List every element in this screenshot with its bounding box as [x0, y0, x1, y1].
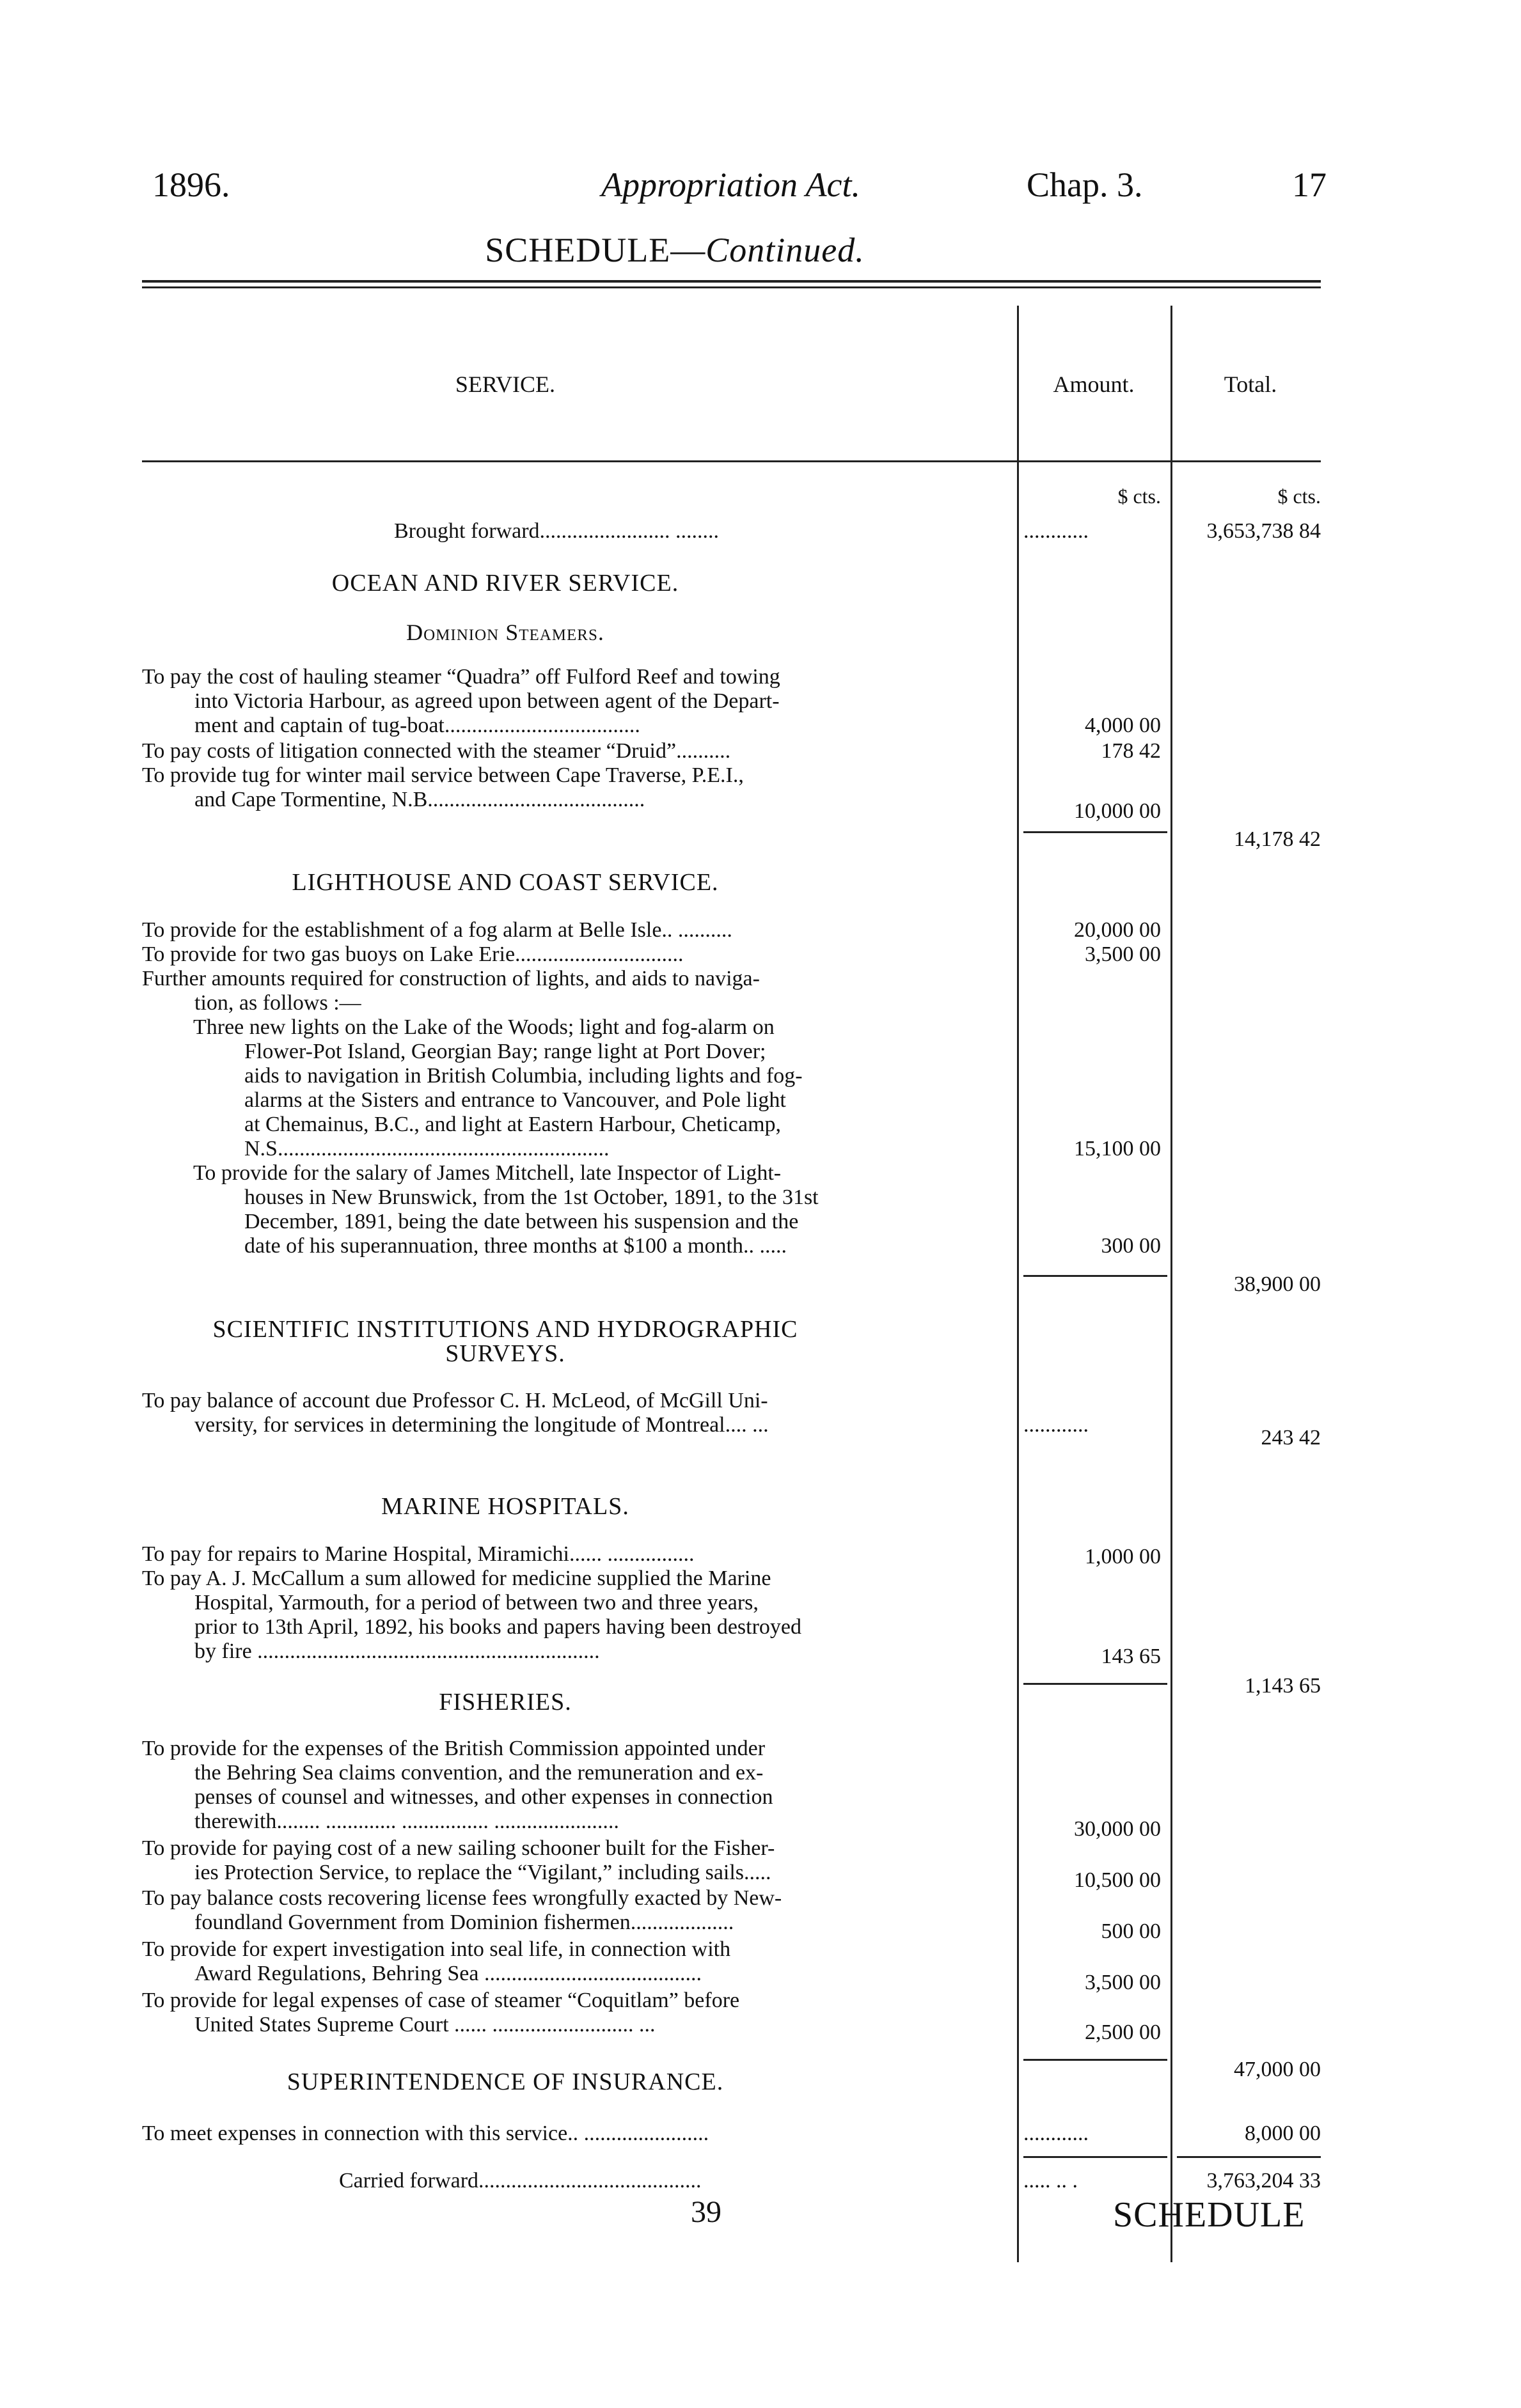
section-total-insurance: 8,000 00	[1245, 2122, 1321, 2145]
header-act-title: Appropriation Act.	[601, 166, 860, 204]
item-line: To provide for paying cost of a new sailing schooner built for the Fisher-	[142, 1836, 775, 1860]
page-title	[0, 230, 1350, 270]
item-line: To provide for the establishment of a fog alarm at Belle Isle.. ..........	[142, 918, 732, 942]
column-heading-service: SERVICE.	[455, 371, 556, 397]
amount-units: $ cts.	[1117, 485, 1161, 508]
total-column-left-rule	[1170, 306, 1172, 2262]
section-total-ocean: 14,178 42	[1234, 827, 1321, 851]
amount-column-left-rule	[1017, 306, 1019, 2262]
item-line: To pay balance costs recovering license fees wrongfully exacted by New-	[142, 1886, 782, 1910]
item-line: To provide for two gas buoys on Lake Erie...............................	[142, 942, 684, 966]
item-line: Flower-Pot Island, Georgian Bay; range light at Port Dover;	[244, 1040, 766, 1063]
list-item	[142, 1542, 1012, 1567]
subtotal-rule	[1023, 1275, 1167, 1277]
final-amount-rule	[1023, 2156, 1167, 2158]
list-item	[142, 1886, 1012, 1935]
item-amount: 300 00	[1101, 1234, 1161, 1258]
item-line: prior to 13th April, 1892, his books and papers having been destroyed	[194, 1615, 802, 1639]
total-units: $ cts.	[1277, 485, 1321, 508]
item-amount: 1,000 00	[1085, 1545, 1161, 1568]
item-line: To provide for legal expenses of case of steamer “Coquitlam” before	[142, 1989, 740, 2012]
brought-forward-label: Brought forward........................ ........	[394, 519, 720, 543]
item-line: therewith........ ............. ................ .......................	[194, 1810, 619, 1833]
section-total-lighthouse: 38,900 00	[1234, 1272, 1321, 1296]
list-item	[142, 2122, 1012, 2146]
item-amount: 10,000 00	[1074, 799, 1161, 823]
list-item	[142, 1389, 1012, 1437]
catchword: SCHEDULE	[1113, 2195, 1305, 2235]
item-line: To pay for repairs to Marine Hospital, Miramichi...... ................	[142, 1542, 695, 1566]
item-line: To pay costs of litigation connected with the steamer “Druid”..........	[142, 739, 731, 763]
item-line: ment and captain of tug-boat....................................	[194, 714, 640, 737]
item-line: date of his superannuation, three months at $100 a month.. .....	[244, 1234, 787, 1258]
item-amount: 3,500 00	[1085, 1971, 1161, 1994]
list-item	[142, 1836, 1012, 1885]
item-line: houses in New Brunswick, from the 1st October, 1891, to the 31st	[244, 1185, 819, 1209]
section-total-fisheries: 47,000 00	[1234, 2058, 1321, 2081]
column-heading-amount: Amount.	[1053, 371, 1135, 397]
column-heading-total: Total.	[1224, 371, 1277, 397]
item-line: by fire ...............................................................	[194, 1639, 600, 1663]
item-amount: 4,000 00	[1085, 714, 1161, 737]
section-heading-fisheries: FISHERIES.	[439, 1689, 572, 1716]
item-amount: 143 65	[1101, 1645, 1161, 1668]
list-item	[142, 739, 1012, 763]
table-top-rule	[142, 280, 1321, 283]
item-line: into Victoria Harbour, as agreed upon between agent of the Depart-	[194, 689, 780, 713]
list-item	[142, 942, 1012, 967]
item-line: To meet expenses in connection with this service.. .......................	[142, 2122, 709, 2145]
item-line: penses of counsel and witnesses, and other expenses in connection	[194, 1785, 773, 1809]
item-line: ies Protection Service, to replace the “Vigilant,” including sails.....	[194, 1861, 771, 1884]
list-item	[142, 1937, 1012, 1986]
item-line: To provide tug for winter mail service between Cape Traverse, P.E.I.,	[142, 763, 744, 787]
subtotal-rule	[1023, 831, 1167, 833]
item-line: tion, as follows :—	[194, 991, 361, 1015]
subtotal-rule	[1023, 1683, 1167, 1685]
item-line: To pay the cost of hauling steamer “Quadra” off Fulford Reef and towing	[142, 665, 780, 689]
header-year: 1896.	[152, 166, 230, 204]
carried-forward-label: Carried forward.........................................	[339, 2169, 702, 2193]
carried-forward-leader: ..... .. .	[1023, 2169, 1078, 2193]
signature-mark: 39	[691, 2195, 721, 2229]
list-item	[142, 763, 1012, 812]
item-line: Three new lights on the Lake of the Woods; light and fog-alarm on	[193, 1015, 775, 1039]
final-total-rule	[1177, 2156, 1321, 2158]
item-line: alarms at the Sisters and entrance to Vancouver, and Pole light	[244, 1088, 786, 1112]
item-amount: 15,100 00	[1074, 1137, 1161, 1161]
section-heading-marine: MARINE HOSPITALS.	[381, 1493, 629, 1520]
table-top-rule-inner	[142, 286, 1321, 288]
list-item	[142, 1567, 1012, 1664]
section-heading-ocean: OCEAN AND RIVER SERVICE.	[331, 570, 679, 597]
scientific-leader: ............	[1023, 1413, 1089, 1437]
title-italic: Continued.	[705, 231, 865, 269]
item-line: Award Regulations, Behring Sea ........................................	[194, 1962, 702, 1985]
carried-forward-total: 3,763,204 33	[1206, 2169, 1321, 2193]
heading-line: SCIENTIFIC INSTITUTIONS AND HYDROGRAPHIC	[212, 1316, 798, 1343]
item-amount: 500 00	[1101, 1919, 1161, 1943]
item-amount: 30,000 00	[1074, 1817, 1161, 1841]
heading-line: SURVEYS.	[445, 1340, 565, 1367]
list-item	[142, 1737, 1012, 1834]
insurance-leader: ............	[1023, 2122, 1089, 2145]
list-item	[142, 1989, 1012, 2037]
list-item	[142, 918, 1012, 942]
item-amount: 2,500 00	[1085, 2021, 1161, 2044]
item-line: To provide for the expenses of the British Commission appointed under	[142, 1737, 766, 1760]
item-line: To provide for the salary of James Mitchell, late Inspector of Light-	[193, 1161, 782, 1185]
subheading-dominion-steamers: Dominion Steamers.	[406, 620, 604, 645]
list-item	[142, 967, 1012, 1015]
subtotal-rule	[1023, 2059, 1167, 2061]
header-page-number: 17	[1292, 166, 1327, 204]
item-line: versity, for services in determining the longitude of Montreal.... ...	[194, 1413, 769, 1437]
item-line: foundland Government from Dominion fishermen...................	[194, 1911, 734, 1934]
item-line: aids to navigation in British Columbia, including lights and fog-	[244, 1064, 803, 1088]
header-chapter: Chap. 3.	[1027, 166, 1143, 204]
item-amount: 178 42	[1101, 739, 1161, 763]
item-line: To pay balance of account due Professor C. H. McLeod, of McGill Uni-	[142, 1389, 768, 1412]
item-amount: 10,500 00	[1074, 1868, 1161, 1892]
section-heading-lighthouse: LIGHTHOUSE AND COAST SERVICE.	[292, 869, 719, 896]
item-line: Further amounts required for construction of lights, and aids to naviga-	[142, 967, 760, 990]
section-heading-scientific	[0, 1317, 1011, 1366]
item-line: December, 1891, being the date between his suspension and the	[244, 1210, 799, 1233]
brought-forward-leader: ............	[1023, 519, 1089, 543]
list-item	[142, 665, 1012, 738]
section-heading-insurance: SUPERINTENDENCE OF INSURANCE.	[287, 2068, 724, 2095]
item-line: To provide for expert investigation into seal life, in connection with	[142, 1937, 731, 1961]
item-line: Hospital, Yarmouth, for a period of between two and three years,	[194, 1591, 759, 1614]
item-amount: 20,000 00	[1074, 918, 1161, 942]
title-main: SCHEDULE—	[485, 231, 706, 269]
section-total-marine: 1,143 65	[1245, 1674, 1321, 1698]
list-item	[142, 1015, 1012, 1161]
list-item	[142, 1161, 1012, 1258]
item-line: N.S.............................................................	[244, 1137, 610, 1161]
section-total-scientific: 243 42	[1261, 1426, 1321, 1450]
item-line: at Chemainus, B.C., and light at Eastern Harbour, Cheticamp,	[244, 1113, 782, 1136]
column-header-rule	[142, 460, 1321, 462]
item-line: United States Supreme Court ...... .......................... ...	[194, 2013, 656, 2037]
item-line: To pay A. J. McCallum a sum allowed for medicine supplied the Marine	[142, 1567, 771, 1590]
brought-forward-total: 3,653,738 84	[1206, 519, 1321, 543]
item-line: the Behring Sea claims convention, and the remuneration and ex-	[194, 1761, 764, 1785]
item-amount: 3,500 00	[1085, 942, 1161, 966]
item-line: and Cape Tormentine, N.B........................................	[194, 788, 645, 811]
